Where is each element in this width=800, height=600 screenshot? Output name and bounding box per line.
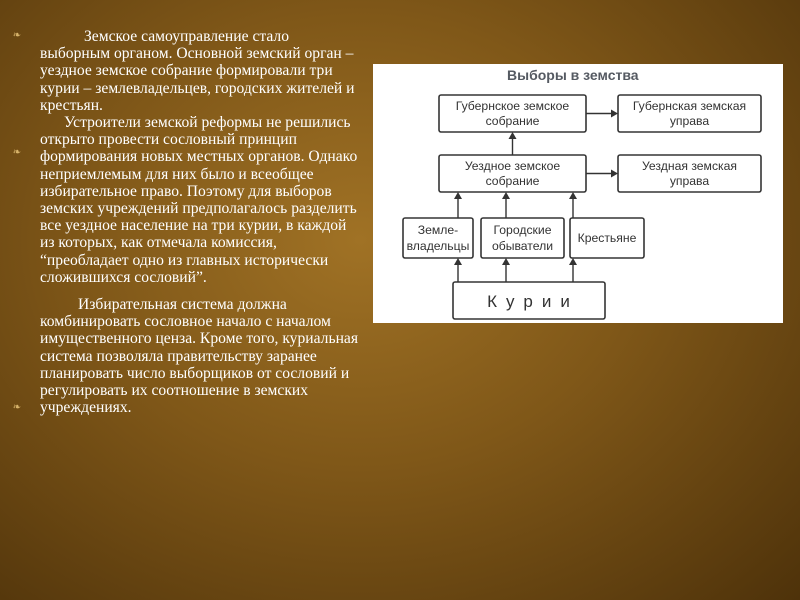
arrow-gubernskoe-to-uprava (586, 110, 618, 118)
uezdnaya-uprava-line1: Уездная земская (641, 159, 738, 173)
arrows-kurii-to-categories (454, 258, 577, 282)
diagram-title: Выборы в земства (507, 67, 639, 83)
arrow-uezdnoe-to-gubernskoe (509, 132, 517, 155)
uezdnoe-sobranie-line2: собрание (485, 174, 540, 188)
paragraph-3: Избирательная система должна комбинировать сословное начало с началом имущественного ценза. Кроме того, куриальная система позволяла правительству заранее планировать число выборщиков от сословий и регулировать их соотношение в земских учреждениях. (40, 296, 359, 417)
elections-diagram (373, 64, 783, 323)
paragraph-2: Устроители земской реформы не решились открыто провести сословный принцип формирования новых местных органов. Однако неприемлемым для них было и всеобщее избирательное право. Поэтому для выборов земских учреждений предполагалось разделить все уездное население на три курии, в каждой из которых, как отмечала комиссия, “преобладает одно из главных исторически сложившихся сословий”. (40, 114, 358, 286)
bullet-icon: ❧ (12, 402, 22, 413)
arrows-categories-to-uezdnoe-sobranie (454, 192, 577, 218)
diagram-panel (373, 64, 783, 323)
kurii-label: Курии (487, 292, 579, 311)
uezdnoe-sobranie-line1: Уездное земское (464, 159, 561, 173)
bullet-icon: ❧ (12, 30, 22, 41)
gorodskie-line1: Городские (493, 223, 552, 237)
arrow-uezdnoe-to-uprava (586, 170, 618, 178)
gubernskoe-sobranie-line1: Губернское земское (455, 99, 570, 113)
gubernskaya-uprava-line2: управа (669, 114, 710, 128)
gorodskie-line2: обыватели (491, 239, 554, 253)
bullet-icon: ❧ (12, 147, 22, 158)
gubernskaya-uprava-line1: Губернская земская (632, 99, 747, 113)
zemlevladeltsy-line2: владельцы (406, 239, 470, 253)
krestyane-label: Крестьяне (577, 231, 637, 245)
body-text (40, 28, 358, 416)
uezdnaya-uprava-line2: управа (669, 174, 710, 188)
zemlevladeltsy-line1: Земле- (417, 223, 459, 237)
gubernskoe-sobranie-line2: собрание (485, 114, 540, 128)
paragraph-1: Земское самоуправление стало выборным органом. Основной земский орган – уездное земское собрание формировали три курии – землевладельцев, городских жителей и крестьян. (40, 28, 355, 114)
